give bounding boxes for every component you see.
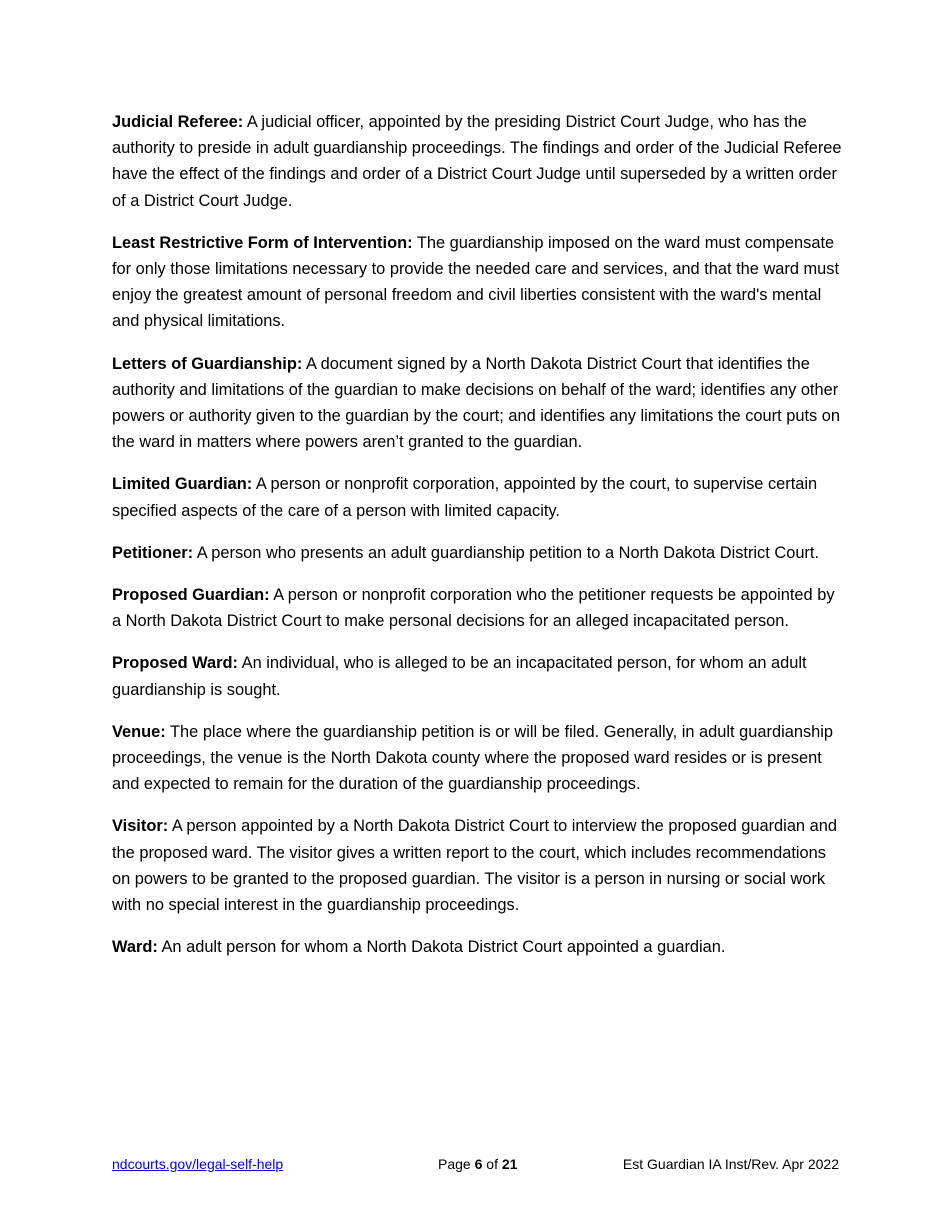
page-of: of (486, 1156, 498, 1172)
definition: An individual, who is alleged to be an incapacitated person, for whom an adult guardianship is sought. (112, 654, 807, 699)
page-total: 21 (501, 1156, 518, 1172)
glossary-entry-ward (112, 934, 842, 960)
glossary-entry-visitor (112, 813, 842, 918)
term: Proposed Ward: (112, 654, 238, 673)
term: Limited Guardian: (112, 475, 253, 494)
glossary-entry-judicial-referee (112, 109, 842, 214)
definition: The place where the guardianship petition is or will be filed. Generally, in adult guardianship proceedings, the venue is the North Dakota county where the proposed ward resides or is present and expected to remain for the duration of the guardianship proceedings. (112, 722, 834, 794)
glossary-entry-letters-of-guardianship (112, 351, 842, 456)
term: Ward: (112, 938, 158, 957)
definition: A person who presents an adult guardianship petition to a North Dakota District Court. (196, 543, 819, 562)
definition: An adult person for whom a North Dakota District Court appointed a guardian. (161, 938, 726, 957)
page-current: 6 (474, 1156, 483, 1172)
term: Letters of Guardianship: (112, 354, 303, 373)
self-help-link[interactable]: ndcourts.gov/legal-self-help (112, 1156, 284, 1172)
term: Venue: (112, 722, 166, 741)
term: Proposed Guardian: (112, 586, 270, 605)
definition: A judicial officer, appointed by the presiding District Court Judge, who has the authority to preside in adult guardianship proceedings. The findings and order of the Judicial Referee have the effect of the findings and order of a District Court Judge until superseded by a written order of a District Court Judge. (112, 113, 842, 210)
glossary-entry-proposed-guardian (112, 582, 842, 634)
term: Visitor: (112, 817, 169, 836)
page-footer (112, 1154, 839, 1174)
glossary-entry-venue (112, 719, 842, 798)
page-prefix: Page (438, 1156, 471, 1172)
glossary-entry-least-restrictive (112, 230, 842, 335)
page-number (438, 1154, 517, 1174)
term: Petitioner: (112, 543, 194, 562)
document-id: Est Guardian IA Inst/Rev. Apr 2022 (622, 1156, 839, 1172)
definition: The guardianship imposed on the ward must compensate for only those limitations necessary to provide the needed care and services, and that the ward must enjoy the greatest amount of personal freedom and civil liberties consistent with the ward's mental and physical limitations. (112, 233, 840, 331)
term: Judicial Referee: (112, 113, 244, 131)
glossary-entry-petitioner (112, 540, 842, 566)
glossary-entry-limited-guardian (112, 471, 842, 523)
definition: A person or nonprofit corporation who the petitioner requests be appointed by a North Dakota District Court to make personal decisions for an alleged incapacitated person. (112, 586, 835, 631)
definition: A person or nonprofit corporation, appointed by the court, to supervise certain specified aspects of the care of a person with limited capacity. (112, 475, 818, 520)
definition: A document signed by a North Dakota District Court that identifies the authority and limitations of the guardian to make decisions on behalf of the ward; identifies any other powers or authority given to the guardian by the court; and identifies any limitations the court puts on the ward in matters where powers aren’t granted to the guardian. (112, 354, 840, 452)
glossary (112, 109, 842, 976)
term: Least Restrictive Form of Intervention: (112, 233, 413, 252)
definition: A person appointed by a North Dakota District Court to interview the proposed guardian and the proposed ward. The visitor gives a written report to the court, which includes recommendations on powers to be granted to the proposed guardian. The visitor is a person in nursing or social work with no special interest in the guardianship proceedings. (112, 817, 837, 915)
glossary-entry-proposed-ward (112, 650, 842, 702)
